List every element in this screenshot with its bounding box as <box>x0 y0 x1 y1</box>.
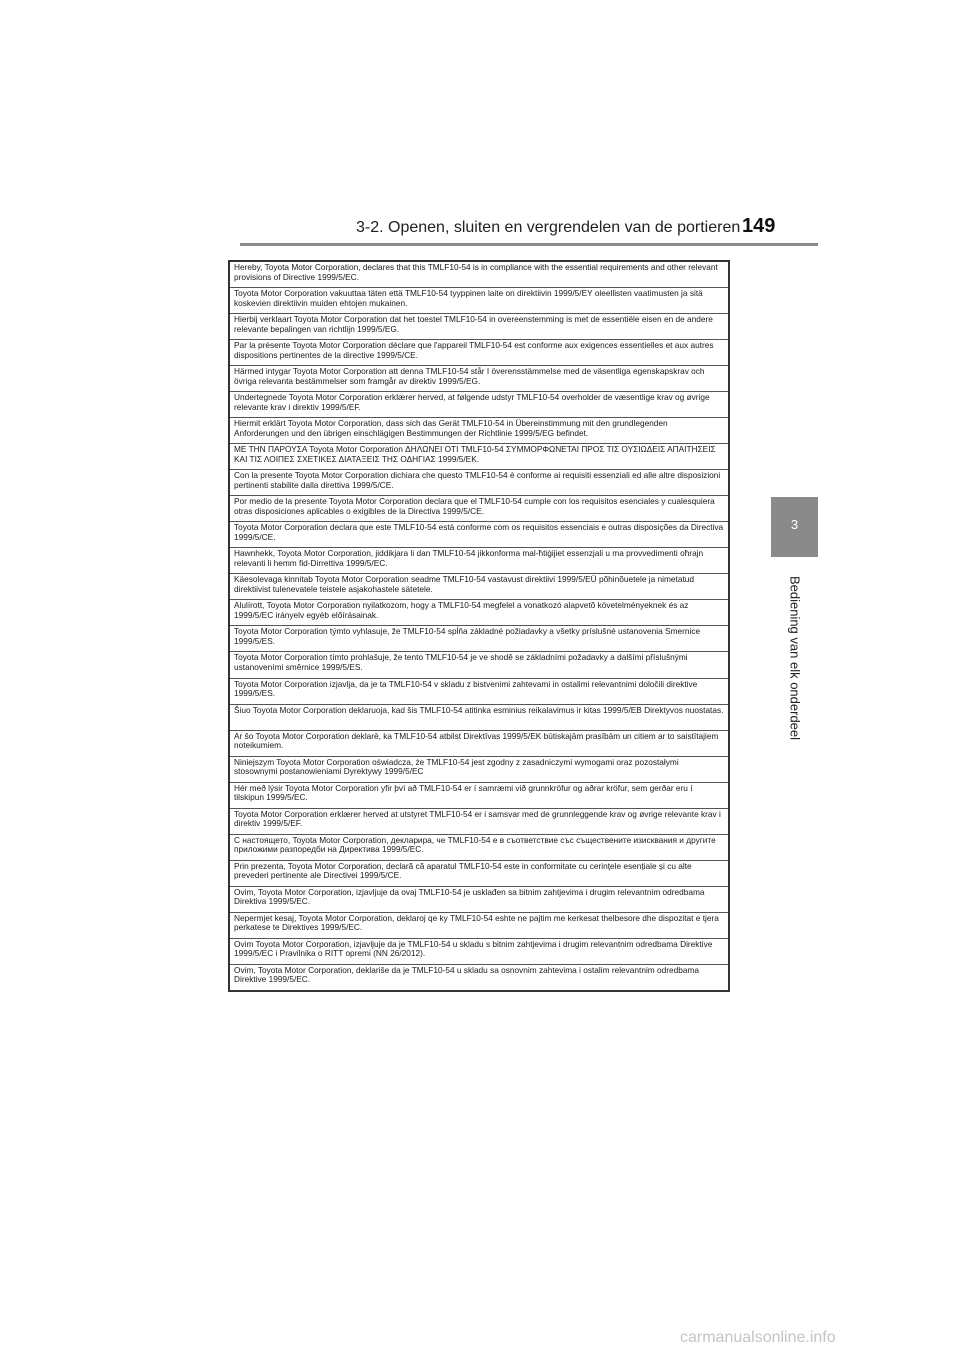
declaration-cs: Toyota Motor Corporation tímto prohlašuje, že tento TMLF10-54 je ve shodě se základními požadavky a dalšími příslušnými ustanoveními směrnice 1999/5/ES. <box>230 651 728 677</box>
declaration-sq: Nepermjet kesaj, Toyota Motor Corporation, deklaroj qe ky TMLF10-54 eshte ne pajtim me kerkesat thelbesore dhe dispozitat e tjera perkatese te Direktives 1999/5/EC. <box>230 912 728 938</box>
declaration-lt: Šiuo Toyota Motor Corporation deklaruoja, kad šis TMLF10-54 atitinka esminius reikalavimus ir kitas 1999/5/EB Direktyvos nuostatas. <box>230 704 728 730</box>
declaration-fr: Par la présente Toyota Motor Corporation déclare que l'appareil TMLF10-54 est conforme aux exigences essentielles et aux autres dispositions pertinentes de la directive 1999/5/CE. <box>230 339 728 365</box>
declaration-no: Toyota Motor Corporation erklærer herved at utstyret TMLF10-54 er i samsvar med de grunnleggende krav og øvrige relevante krav i direktiv 1999/5/EF. <box>230 808 728 834</box>
declaration-mt: Hawnhekk, Toyota Motor Corporation, jiddikjara li dan TMLF10-54 jikkonforma mal-ħtiġijiet essenzjali u ma provvedimenti oħrajn relevanti li hemm fid-Dirrettiva 1999/5/EC. <box>230 547 728 573</box>
declaration-sr: Ovim, Toyota Motor Corporation, deklariše da je TMLF10-54 u skladu sa osnovnim zahtevima i ostalim relevantnim odredbama Direktive 1999/5/EC. <box>230 964 728 990</box>
declaration-it: Con la presente Toyota Motor Corporation dichiara che questo TMLF10-54 è conforme ai requisiti essenziali ed alle altre disposizioni pertinenti stabilite dalla direttiva 1999/5/CE. <box>230 469 728 495</box>
declarations-table <box>228 260 730 992</box>
declaration-pl: Niniejszym Toyota Motor Corporation oświadcza, że TMLF10-54 jest zgodny z zasadniczymi wymogami oraz pozostałymi stosownymi postanowieniami Dyrektywy 1999/5/EC <box>230 756 728 782</box>
declaration-hu: Alulírott, Toyota Motor Corporation nyilatkozom, hogy a TMLF10-54 megfelel a vonatkozó alapvetõ követelményeknek és az 1999/5/EC irányelv egyéb előírásainak. <box>230 599 728 625</box>
site-watermark: carmanualsonline.info <box>680 1329 836 1346</box>
section-title: 3-2. Openen, sluiten en vergrendelen van de portieren <box>356 219 741 236</box>
declaration-ro: Prin prezenta, Toyota Motor Corporation, declară că aparatul TMLF10-54 este in conformitate cu cerințele esențiale și cu alte prevederi pertinente ale Directivei 1999/5/CE. <box>230 860 728 886</box>
chapter-tab <box>771 497 818 557</box>
declaration-fi: Toyota Motor Corporation vakuuttaa täten että TMLF10-54 tyyppinen laite on direktiivin 1999/5/EY oleellisten vaatimusten ja sitä koskevien direktiivin muiden ehtojen mukainen. <box>230 287 728 313</box>
declaration-is: Hér með lýsir Toyota Motor Corporation yfir því að TMLF10-54 er í samræmi við grunnkröfur og aðrar kröfur, sem gerðar eru í tilskipun 1999/5/EC. <box>230 782 728 808</box>
declaration-da: Undertegnede Toyota Motor Corporation erklærer herved, at følgende udstyr TMLF10-54 overholder de væsentlige krav og øvrige relevante krav i direktiv 1999/5/EF. <box>230 391 728 417</box>
declaration-es: Por medio de la presente Toyota Motor Corporation declara que el TMLF10-54 cumple con los requisitos esenciales y cualesquiera otras disposiciones aplicables o exigibles de la Directiva 1999/5/CE. <box>230 495 728 521</box>
declaration-bg: С настоящето, Toyota Motor Corporation, декларира, че TMLF10-54 е в съответствие със съществените изисквания и другите приложими разпоредби на Директива 1999/5/ЕС. <box>230 834 728 860</box>
header-divider <box>240 243 818 246</box>
declaration-pt: Toyota Motor Corporation declara que este TMLF10-54 está conforme com os requisitos essenciais e outras disposições da Directiva 1999/5/CE. <box>230 521 728 547</box>
declaration-de: Hiermit erklärt Toyota Motor Corporation, dass sich das Gerät TMLF10-54 in Übereinstimmung mit den grundlegenden Anforderungen und den übrigen einschlägigen Bestimmungen der Richtlinie 1999/5/EG befindet. <box>230 417 728 443</box>
declaration-hr: Ovim Toyota Motor Corporation, izjavljuje da je TMLF10-54 u skladu s bitnim zahtjevima i drugim relevantnim odredbama Direktive 1999/5/EC i Pravilnika o RITT opremi (NN 26/2012). <box>230 938 728 964</box>
declaration-el: ΜΕ ΤΗΝ ΠΑΡΟΥΣΑ Toyota Motor Corporation ΔΗΛΩΝΕΙ ΟΤΙ TMLF10-54 ΣΥΜΜΟΡΦΩΝΕΤΑΙ ΠΡΟΣ ΤΙΣ ΟΥΣΙΩΔΕΙΣ ΑΠΑΙΤΗΣΕΙΣ ΚΑΙ ΤΙΣ ΛΟΙΠΕΣ ΣΧΕΤΙΚΕΣ ΔΙΑΤΑΞΕΙΣ ΤΗΣ ΟΔΗΓΙΑΣ 1999/5/ΕΚ. <box>230 443 728 469</box>
declaration-sv: Härmed intygar Toyota Motor Corporation att denna TMLF10-54 står I överensstämmelse med de väsentliga egenskapskrav och övriga relevanta bestämmelser som framgår av direktiv 1999/5/EG. <box>230 365 728 391</box>
declaration-et: Käesolevaga kinnitab Toyota Motor Corporation seadme TMLF10-54 vastavust direktiivi 1999/5/EÜ põhinõuetele ja nimetatud direktiivist tulenevatele teistele asjakohastele sätetele. <box>230 573 728 599</box>
page-number: 149 <box>742 215 776 237</box>
declaration-lv: Ar šo Toyota Motor Corporation deklarē, ka TMLF10-54 atbilst Direktīvas 1999/5/EK būtiskajām prasībām un citiem ar to saistītajiem noteikumiem. <box>230 730 728 756</box>
declaration-bs: Ovim, Toyota Motor Corporation, izjavljuje da ovaj TMLF10-54 je usklađen sa bitnim zahtjevima i drugim relevantnim odredbama Direktiva 1999/5/EC. <box>230 886 728 912</box>
declaration-nl: Hierbij verklaart Toyota Motor Corporation dat het toestel TMLF10-54 in overeenstemming is met de essentiële eisen en de andere relevante bepalingen van richtlijn 1999/5/EG. <box>230 313 728 339</box>
declaration-sl: Toyota Motor Corporation izjavlja, da je ta TMLF10-54 v skladu z bistvenimi zahtevami in ostalimi relevantnimi določili direktive 1999/5/ES. <box>230 678 728 704</box>
declaration-sk: Toyota Motor Corporation týmto vyhlasuje, že TMLF10-54 spĺňa základné požiadavky a všetky príslušné ustanovenia Smernice 1999/5/ES. <box>230 625 728 651</box>
chapter-title: Bediening van elk onderdeel <box>787 575 803 741</box>
declaration-en: Hereby, Toyota Motor Corporation, declares that this TMLF10-54 is in compliance with the essential requirements and other relevant provisions of Directive 1999/5/EC. <box>234 262 718 282</box>
chapter-number: 3 <box>790 517 799 532</box>
